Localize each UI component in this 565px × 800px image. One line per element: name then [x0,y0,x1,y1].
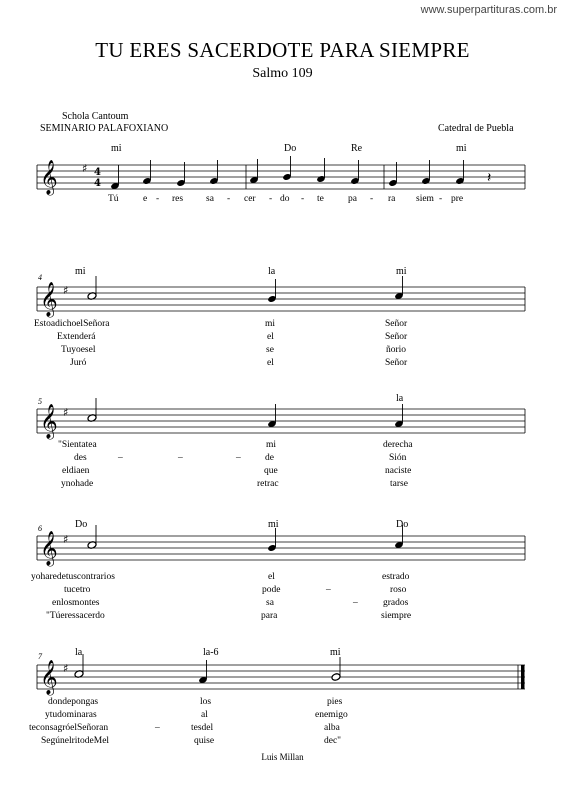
lyric-syllable: Señor [385,358,408,368]
chord-symbol: la-6 [203,647,219,658]
key-sharp-icon: ♯ [82,162,88,175]
lyric-hyphen: – [118,453,123,463]
staff-system-2 [37,287,525,311]
lyric-syllable: los [200,697,212,707]
time-sig-top: 4 [94,167,101,178]
lyric-syllable: tarse [390,479,408,489]
lyric-syllable: ra [388,194,396,204]
lyric-syllable: eldiaen [62,466,90,476]
chord-symbol: mi [456,143,467,154]
lyric-syllable: e [143,194,148,204]
lyric-hyphen: – [326,585,331,595]
lyric-hyphen: - [439,194,443,204]
chord-symbol: Re [351,143,363,154]
key-sharp-icon: ♯ [63,284,69,297]
system-number: 7 [38,652,42,661]
lyric-syllable: de [265,453,274,463]
lyric-syllable: res [172,194,184,204]
chord-symbol: mi [75,266,86,277]
lyric-syllable: el [267,332,274,342]
lyric-syllable: Señor [385,332,408,342]
lyric-syllable: EstoadichoelSeñora [34,319,110,329]
lyric-syllable: estrado [382,572,410,582]
lyric-syllable: pre [451,194,464,204]
system-number: 5 [38,397,42,406]
lyric-syllable: ynohade [61,479,94,489]
chord-symbol: Do [284,143,297,154]
staff-system-1 [37,165,525,189]
lyric-syllable: pa [348,194,357,204]
lyric-syllable: roso [390,585,407,595]
notes-system-3 [87,398,404,428]
lyric-syllable: ñorio [386,345,407,355]
lyric-syllable: SegúnelritodeMel [41,736,110,746]
quarter-rest-icon: 𝄽 [487,170,492,186]
lyric-syllable: do [280,194,290,204]
final-barline [521,665,525,689]
lyric-syllable: naciste [385,466,412,476]
lyric-syllable: Extenderá [57,332,96,342]
lyric-syllable: "Túeressacerdo [46,611,105,621]
lyric-syllable: dec" [324,736,342,746]
lyric-syllable: tesdel [191,723,214,733]
lyric-syllable: Juró [70,358,87,368]
chord-symbol: Do [396,519,409,530]
lyric-syllable: Tú [108,194,119,204]
lyric-syllable: ytudominaras [45,710,97,720]
lyric-syllable: derecha [383,440,413,450]
lyric-syllable: se [266,345,274,355]
lyric-hyphen: – [178,453,183,463]
lyric-syllable: des [74,453,87,463]
lyric-syllable: Sión [389,453,407,463]
chord-symbol: la [396,393,404,404]
lyric-syllable: Señor [385,319,408,329]
treble-clef-icon: 𝄞 [40,160,58,195]
chord-symbol: la [268,266,276,277]
lyric-syllable: para [261,611,278,621]
lyric-syllable: yoharedetuscontrarios [31,572,115,582]
lyric-syllable: al [201,710,208,720]
notes-system-1 [110,170,491,190]
treble-clef-icon: 𝄞 [40,404,58,439]
lyric-syllable: "Sientatea [58,440,97,450]
chord-symbol: mi [330,647,341,658]
stems-system-1 [119,156,464,185]
choir-name: Schola Cantoum [62,111,129,122]
chord-symbol: mi [111,143,122,154]
chord-symbol: mi [268,519,279,530]
treble-clef-icon: 𝄞 [40,660,58,695]
lyric-syllable: pies [327,697,343,707]
lyric-syllable: quise [194,736,215,746]
staff-system-4 [37,536,525,560]
lyric-syllable: pode [262,585,281,595]
score-title: TU ERES SACERDOTE PARA SIEMPRE [95,38,470,62]
lyric-syllable: Tuyoesel [61,345,96,355]
lyric-syllable: grados [383,598,409,608]
lyric-hyphen: - [269,194,273,204]
lyric-syllable: siem [416,194,434,204]
system-number: 4 [38,273,42,282]
lyric-syllable: alba [324,723,340,733]
notes-system-5 [74,654,341,684]
lyric-syllable: el [268,572,275,582]
lyric-syllable: mi [265,319,276,329]
site-watermark: www.superpartituras.com.br [420,4,557,16]
chord-symbol: mi [396,266,407,277]
chord-symbol: la [75,647,83,658]
key-sharp-icon: ♯ [63,406,69,419]
lyric-syllable: sa [206,194,214,204]
cathedral-name: Catedral de Puebla [438,123,514,134]
lyric-syllable: sa [266,598,274,608]
composer-credit: Luis Millan [261,752,304,762]
lyric-syllable: enemigo [315,710,348,720]
treble-clef-icon: 𝄞 [40,282,58,317]
lyric-hyphen: – [353,598,358,608]
lyric-syllable: siempre [381,611,412,621]
lyric-syllable: enlosmontes [52,598,100,608]
staff-system-5 [37,665,525,689]
lyric-syllable: que [264,466,278,476]
lyric-hyphen: - [156,194,160,204]
lyric-syllable: te [317,194,324,204]
staff-system-3 [37,409,525,433]
lyric-syllable: teconsagróelSeñoran [29,723,109,733]
key-sharp-icon: ♯ [63,662,69,675]
lyric-hyphen: - [370,194,374,204]
lyric-syllable: el [267,358,274,368]
lyric-hyphen: – [155,723,160,733]
treble-clef-icon: 𝄞 [40,531,58,566]
seminary-name: SEMINARIO PALAFOXIANO [40,123,169,134]
score-subtitle: Salmo 109 [252,66,313,81]
lyric-syllable: tucetro [64,585,91,595]
system-number: 6 [38,524,42,533]
lyric-syllable: dondepongas [48,697,99,707]
lyric-syllable: cer [244,194,256,204]
lyric-hyphen: – [236,453,241,463]
lyric-hyphen: - [301,194,305,204]
chord-symbol: Do [75,519,88,530]
lyric-syllable: mi [266,440,277,450]
time-sig-bottom: 4 [94,178,101,189]
lyric-hyphen: - [227,194,231,204]
key-sharp-icon: ♯ [63,533,69,546]
lyric-syllable: retrac [257,479,279,489]
